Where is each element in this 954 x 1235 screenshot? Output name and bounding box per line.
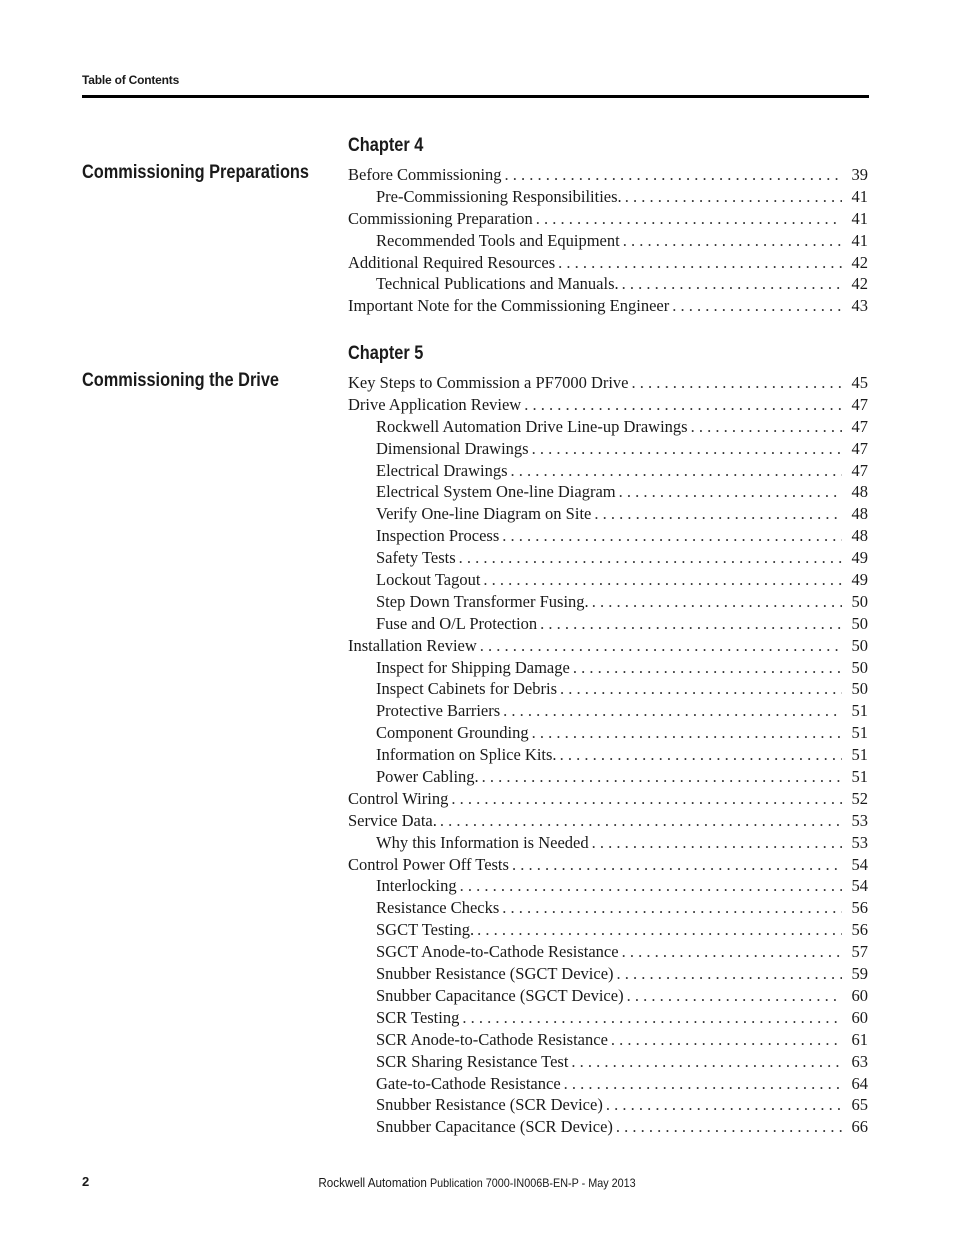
toc-dot-leader bbox=[623, 230, 842, 252]
toc-entry-title: Inspect for Shipping Damage bbox=[376, 657, 570, 677]
toc-entry-page: 60 bbox=[851, 1007, 868, 1027]
toc-entry-page: 42 bbox=[851, 252, 868, 272]
toc-dot-leader bbox=[606, 1094, 842, 1116]
toc-dot-leader bbox=[532, 722, 842, 744]
toc-entry[interactable] bbox=[348, 295, 868, 317]
toc-entry-page: 45 bbox=[851, 373, 868, 392]
toc-dot-leader bbox=[480, 635, 842, 657]
toc-entry-title: Control Wiring bbox=[348, 788, 449, 808]
toc-dot-leader bbox=[502, 897, 842, 919]
toc-entry-title: Step Down Transformer Fusing. bbox=[376, 591, 589, 611]
toc-entry-title: Inspection Process bbox=[376, 526, 500, 546]
toc-dot-leader bbox=[672, 295, 842, 317]
chapter-5-heading: Chapter 5 bbox=[348, 343, 424, 364]
toc-dot-leader bbox=[592, 591, 842, 613]
toc-entry[interactable] bbox=[348, 569, 868, 591]
toc-entry-title: Additional Required Resources bbox=[348, 252, 556, 272]
toc-entry-title: Technical Publications and Manuals. bbox=[376, 274, 619, 294]
toc-entry[interactable] bbox=[348, 700, 868, 722]
toc-entry[interactable] bbox=[348, 273, 868, 295]
toc-dot-leader bbox=[611, 1029, 842, 1051]
toc-entry[interactable] bbox=[348, 1073, 868, 1095]
chapter-5-toc-list bbox=[348, 372, 868, 1138]
toc-dot-leader bbox=[512, 854, 842, 876]
toc-dot-leader bbox=[560, 744, 842, 766]
toc-entry-title: Rockwell Automation Drive Line-up Drawings bbox=[376, 416, 688, 436]
toc-entry-page: 47 bbox=[851, 416, 868, 436]
toc-entry-page: 48 bbox=[851, 482, 868, 502]
toc-dot-leader bbox=[594, 503, 842, 525]
toc-entry-title: Commissioning Preparation bbox=[348, 208, 533, 228]
toc-dot-leader bbox=[459, 547, 842, 569]
toc-dot-leader bbox=[503, 700, 842, 722]
toc-entry[interactable] bbox=[348, 788, 868, 810]
toc-entry-page: 51 bbox=[851, 745, 868, 765]
toc-dot-leader bbox=[564, 1073, 842, 1095]
toc-dot-leader bbox=[625, 186, 842, 208]
toc-entry-page: 49 bbox=[851, 570, 868, 590]
toc-entry-page: 59 bbox=[851, 964, 868, 984]
toc-entry-page: 56 bbox=[851, 898, 868, 918]
toc-dot-leader bbox=[617, 963, 842, 985]
toc-entry-page: 54 bbox=[851, 876, 868, 896]
toc-dot-leader bbox=[460, 875, 842, 897]
toc-entry-page: 41 bbox=[851, 208, 868, 228]
toc-entry-title: Electrical System One-line Diagram bbox=[376, 482, 616, 502]
toc-entry[interactable] bbox=[348, 208, 868, 230]
toc-entry[interactable] bbox=[348, 744, 868, 766]
toc-entry-title: SCR Sharing Resistance Test bbox=[376, 1051, 569, 1071]
toc-entry[interactable] bbox=[348, 854, 868, 876]
toc-dot-leader bbox=[524, 394, 842, 416]
toc-dot-leader bbox=[505, 164, 842, 186]
toc-entry-title: Recommended Tools and Equipment bbox=[376, 230, 620, 250]
toc-entry[interactable] bbox=[348, 230, 868, 252]
toc-entry[interactable] bbox=[348, 722, 868, 744]
toc-dot-leader bbox=[560, 678, 842, 700]
toc-entry-title: Key Steps to Commission a PF7000 Drive bbox=[348, 373, 629, 392]
chapter-4-heading: Chapter 4 bbox=[348, 135, 424, 156]
toc-entry-title: Pre-Commissioning Responsibilities. bbox=[376, 186, 622, 206]
toc-entry-page: 50 bbox=[851, 613, 868, 633]
toc-entry[interactable] bbox=[348, 164, 868, 186]
toc-entry-page: 51 bbox=[851, 767, 868, 787]
toc-entry-page: 54 bbox=[851, 854, 868, 874]
toc-entry-page: 47 bbox=[851, 394, 868, 414]
toc-entry[interactable] bbox=[348, 460, 868, 482]
toc-entry-page: 52 bbox=[851, 788, 868, 808]
footer-publication-line bbox=[48, 1175, 907, 1190]
toc-dot-leader bbox=[622, 941, 842, 963]
toc-dot-leader bbox=[482, 766, 842, 788]
running-header: Table of Contents bbox=[82, 73, 180, 87]
toc-entry-title: Verify One-line Diagram on Site bbox=[376, 504, 592, 524]
toc-entry-page: 53 bbox=[851, 832, 868, 852]
toc-entry-page: 51 bbox=[851, 723, 868, 743]
toc-entry-page: 66 bbox=[851, 1117, 868, 1137]
toc-entry[interactable] bbox=[348, 591, 868, 613]
toc-dot-leader bbox=[477, 919, 842, 941]
toc-entry-page: 39 bbox=[851, 165, 868, 184]
toc-entry-title: Protective Barriers bbox=[376, 701, 501, 721]
toc-entry-page: 61 bbox=[851, 1029, 868, 1049]
toc-dot-leader bbox=[532, 438, 842, 460]
toc-entry[interactable] bbox=[348, 919, 868, 941]
toc-entry-title: Service Data. bbox=[348, 810, 437, 830]
toc-entry-page: 47 bbox=[851, 460, 868, 480]
toc-entry-title: Component Grounding bbox=[376, 723, 529, 743]
toc-entry-page: 48 bbox=[851, 504, 868, 524]
toc-entry[interactable] bbox=[348, 252, 868, 274]
toc-entry-page: 57 bbox=[851, 942, 868, 962]
toc-entry-page: 51 bbox=[851, 701, 868, 721]
toc-entry[interactable] bbox=[348, 372, 868, 394]
toc-entry[interactable] bbox=[348, 678, 868, 700]
toc-entry-page: 50 bbox=[851, 657, 868, 677]
toc-entry-page: 65 bbox=[851, 1095, 868, 1115]
toc-entry[interactable] bbox=[348, 613, 868, 635]
toc-entry[interactable] bbox=[348, 481, 868, 503]
toc-entry[interactable] bbox=[348, 1051, 868, 1073]
toc-entry-title: Interlocking bbox=[376, 876, 457, 896]
toc-entry[interactable] bbox=[348, 1029, 868, 1051]
toc-entry-title: SCR Anode-to-Cathode Resistance bbox=[376, 1029, 608, 1049]
toc-dot-leader bbox=[571, 1051, 842, 1073]
chapter-5-section-title: Commissioning the Drive bbox=[82, 370, 280, 391]
toc-entry-title: Inspect Cabinets for Debris bbox=[376, 679, 557, 699]
toc-dot-leader bbox=[592, 832, 842, 854]
toc-dot-leader bbox=[616, 1116, 842, 1138]
toc-dot-leader bbox=[510, 460, 842, 482]
toc-entry-page: 53 bbox=[851, 810, 868, 830]
footer-publication: Publication 7000-IN006B-EN-P - May 2013 bbox=[429, 1176, 636, 1190]
chapter-4-toc-list bbox=[348, 164, 868, 317]
toc-entry[interactable] bbox=[348, 941, 868, 963]
toc-entry-title: Why this Information is Needed bbox=[376, 832, 589, 852]
toc-dot-leader bbox=[627, 985, 842, 1007]
toc-entry-title: Important Note for the Commissioning Engineer bbox=[348, 296, 670, 316]
toc-entry[interactable] bbox=[348, 832, 868, 854]
toc-entry[interactable] bbox=[348, 657, 868, 679]
toc-entry-title: Snubber Capacitance (SGCT Device) bbox=[376, 985, 624, 1005]
toc-dot-leader bbox=[622, 273, 842, 295]
toc-entry-title: SGCT Testing. bbox=[376, 920, 475, 940]
toc-entry-title: Lockout Tagout bbox=[376, 570, 481, 590]
toc-entry-title: Power Cabling. bbox=[376, 767, 479, 787]
toc-entry-page: 60 bbox=[851, 985, 868, 1005]
toc-entry[interactable] bbox=[348, 525, 868, 547]
toc-dot-leader bbox=[451, 788, 842, 810]
toc-entry-page: 64 bbox=[851, 1073, 868, 1093]
toc-entry-title: Dimensional Drawings bbox=[376, 438, 529, 458]
toc-entry[interactable] bbox=[348, 416, 868, 438]
toc-entry[interactable] bbox=[348, 963, 868, 985]
toc-entry-title: Installation Review bbox=[348, 635, 477, 655]
toc-dot-leader bbox=[483, 569, 842, 591]
toc-entry-title: Resistance Checks bbox=[376, 898, 500, 918]
toc-dot-leader bbox=[536, 208, 842, 230]
toc-entry[interactable] bbox=[348, 394, 868, 416]
toc-entry-page: 56 bbox=[851, 920, 868, 940]
header-rule bbox=[82, 95, 869, 98]
toc-entry-page: 41 bbox=[851, 186, 868, 206]
toc-entry-title: Gate-to-Cathode Resistance bbox=[376, 1073, 561, 1093]
toc-entry[interactable] bbox=[348, 635, 868, 657]
footer-company: Rockwell Automation bbox=[318, 1175, 427, 1190]
toc-dot-leader bbox=[573, 657, 842, 679]
toc-entry-title: Fuse and O/L Protection bbox=[376, 613, 538, 633]
toc-entry-title: Snubber Capacitance (SCR Device) bbox=[376, 1117, 613, 1137]
toc-entry[interactable] bbox=[348, 1094, 868, 1116]
toc-entry[interactable] bbox=[348, 1007, 868, 1029]
toc-entry-page: 43 bbox=[851, 296, 868, 316]
toc-entry-title: Electrical Drawings bbox=[376, 460, 508, 480]
toc-entry-page: 50 bbox=[851, 591, 868, 611]
toc-entry-title: Snubber Resistance (SCR Device) bbox=[376, 1095, 603, 1115]
toc-entry-page: 42 bbox=[851, 274, 868, 294]
toc-entry-title: SCR Testing bbox=[376, 1007, 460, 1027]
toc-dot-leader bbox=[558, 252, 842, 274]
toc-entry-page: 50 bbox=[851, 635, 868, 655]
toc-entry[interactable] bbox=[348, 766, 868, 788]
toc-entry-page: 41 bbox=[851, 230, 868, 250]
toc-entry-title: Snubber Resistance (SGCT Device) bbox=[376, 964, 614, 984]
toc-entry-page: 48 bbox=[851, 526, 868, 546]
toc-entry-title: SGCT Anode-to-Cathode Resistance bbox=[376, 942, 619, 962]
toc-entry[interactable] bbox=[348, 875, 868, 897]
toc-entry-title: Safety Tests bbox=[376, 548, 456, 568]
toc-dot-leader bbox=[502, 525, 842, 547]
toc-entry-title: Control Power Off Tests bbox=[348, 854, 509, 874]
toc-entry[interactable] bbox=[348, 186, 868, 208]
toc-entry-title: Before Commissioning bbox=[348, 165, 502, 184]
footer-page-number: 2 bbox=[82, 1174, 90, 1189]
toc-entry-page: 63 bbox=[851, 1051, 868, 1071]
toc-entry-page: 50 bbox=[851, 679, 868, 699]
toc-entry-title: Information on Splice Kits. bbox=[376, 745, 557, 765]
toc-entry[interactable] bbox=[348, 897, 868, 919]
toc-dot-leader bbox=[440, 810, 842, 832]
toc-dot-leader bbox=[462, 1007, 842, 1029]
toc-entry[interactable] bbox=[348, 985, 868, 1007]
toc-entry[interactable] bbox=[348, 547, 868, 569]
toc-dot-leader bbox=[540, 613, 842, 635]
toc-dot-leader bbox=[619, 481, 842, 503]
toc-entry[interactable] bbox=[348, 810, 868, 832]
toc-dot-leader bbox=[632, 372, 842, 394]
toc-entry-title: Drive Application Review bbox=[348, 394, 522, 414]
toc-entry[interactable] bbox=[348, 503, 868, 525]
toc-dot-leader bbox=[691, 416, 842, 438]
toc-entry[interactable] bbox=[348, 438, 868, 460]
toc-entry-page: 47 bbox=[851, 438, 868, 458]
toc-entry[interactable] bbox=[348, 1116, 868, 1138]
toc-entry-page: 49 bbox=[851, 548, 868, 568]
chapter-4-section-title: Commissioning Preparations bbox=[82, 162, 309, 183]
